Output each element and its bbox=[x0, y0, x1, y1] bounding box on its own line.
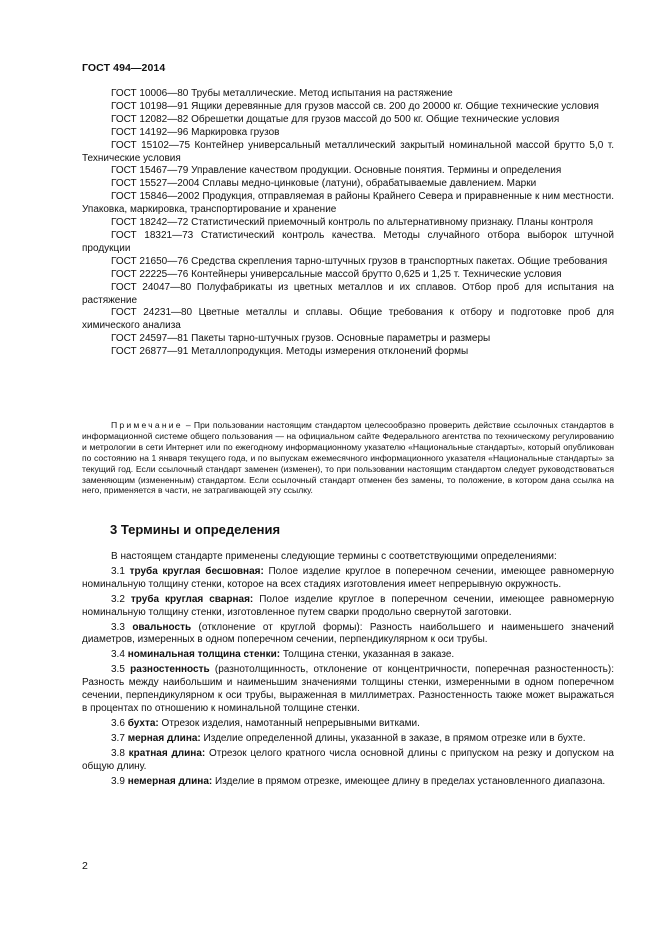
note-text: – При пользовании настоящим стандартом целесообразно проверить действие ссылочных стандартов в информационной системе общего пользования — на официальном сайте Федерального агентства по техническому регулированию и метрологии в сети Интернет или по ежегодному информационному указателю «Национальные стандарты», который опубликован по состоянию на 1 января текущего года, и по выпускам ежемесячного информационного указателя «Национальные стандарты» за текущий год. Если ссылочный стандарт заменен (изменен), то при пользовании настоящим стандартом следует руководствоваться заменяющим (измененным) стандартом. Если ссылочный стандарт отменен без замены, то положение, в котором дана ссылка на него, применяется в части, не затрагивающей эту ссылку. bbox=[82, 420, 614, 496]
term-definition: Отрезок целого кратного числа основной длины с припуском на резку и допуском на общую длину. bbox=[82, 747, 614, 772]
ref-item: ГОСТ 14192—96 Маркировка грузов bbox=[111, 126, 280, 138]
ref-item: ГОСТ 15467—79 Управление качеством продукции. Основные понятия. Термины и определения bbox=[111, 165, 562, 177]
term-name: овальность bbox=[132, 621, 192, 633]
term-definition: Полое изделие круглое в поперечном сечении, имеющее равномерную номинальную толщину стенки, изготовленное путем сварки продольно свернутой заготовки. bbox=[82, 593, 614, 618]
term-name: разностенность bbox=[130, 664, 210, 676]
ref-item: ГОСТ 15846—2002 Продукция, отправляемая в районы Крайнего Севера и приравненные к ним местности. Упаковка, маркировка, транспортирование и хранение bbox=[82, 191, 614, 216]
normative-references-list bbox=[82, 88, 614, 359]
term-name: немерная длина: bbox=[127, 775, 213, 787]
term-item bbox=[82, 776, 614, 789]
term-name: бухта: bbox=[127, 717, 159, 729]
document-header: ГОСТ 494—2014 bbox=[82, 62, 166, 74]
ref-item: ГОСТ 18242—72 Статистический приемочный контроль по альтернативному признаку. Планы контроля bbox=[111, 217, 594, 229]
term-number: 3.8 bbox=[111, 747, 125, 759]
term-number: 3.7 bbox=[111, 732, 125, 744]
term-definition: Изделие в прямом отрезке, имеющее длину в пределах установленного диапазона. bbox=[212, 775, 606, 787]
term-item bbox=[82, 718, 614, 731]
term-definition: Изделие определенной длины, указанной в заказе, в прямом отрезке или в бухте. bbox=[200, 732, 586, 744]
note-label: Примечание bbox=[111, 420, 183, 430]
term-item bbox=[82, 622, 614, 648]
ref-item: ГОСТ 10198—91 Ящики деревянные для грузов массой св. 200 до 20000 кг. Общие технические условия bbox=[111, 100, 599, 112]
term-name: номинальная толщина стенки: bbox=[127, 649, 281, 661]
term-number: 3.3 bbox=[111, 621, 125, 633]
ref-item: ГОСТ 18321—73 Статистический контроль качества. Методы случайного отбора выборок штучной продукции bbox=[82, 229, 614, 254]
term-item bbox=[82, 649, 614, 662]
ref-item: ГОСТ 21650—76 Средства скрепления тарно-штучных грузов в транспортных пакетах. Общие требования bbox=[111, 255, 608, 267]
term-number: 3.1 bbox=[111, 565, 125, 577]
ref-item: ГОСТ 10006—80 Трубы металлические. Метод испытания на растяжение bbox=[111, 88, 453, 99]
term-item bbox=[82, 664, 614, 716]
terms-intro: В настоящем стандарте применены следующие термины с соответствующими определениями: bbox=[111, 551, 557, 562]
term-number: 3.9 bbox=[111, 775, 125, 787]
page-number: 2 bbox=[82, 860, 88, 872]
term-item bbox=[82, 733, 614, 746]
term-definition: (отклонение от круглой формы): Разность наибольшего и наименьшего значений диаметров, измеренных в одном поперечном сечении, перпендикулярном к оси трубы. bbox=[82, 621, 614, 646]
term-item bbox=[82, 594, 614, 620]
term-name: мерная длина: bbox=[127, 732, 201, 744]
ref-item: ГОСТ 22225—76 Контейнеры универсальные массой брутто 0,625 и 1,25 т. Технические условия bbox=[111, 268, 562, 280]
term-definition: Полое изделие круглое в поперечном сечении, имеющее равномерную номинальную толщину стенки, которое на всех стадиях изготовления имеет непрерывную окружность. bbox=[82, 565, 615, 590]
ref-item: ГОСТ 15102—75 Контейнер универсальный металлический закрытый номинальной массой брутто 5,0 т. Технические условия bbox=[82, 139, 614, 164]
ref-item: ГОСТ 12082—82 Обрешетки дощатые для грузов массой до 500 кг. Общие технические условия bbox=[111, 113, 560, 125]
term-definition: (разнотолщинность, отклонение от концентричности, поперечная разностенность): Разность между наибольшим и наименьшим значениями толщины стенки, измеренными в одном поперечном сечении, перпендикулярном к оси трубы, выраженная в миллиметрах. Разностенность также может выражаться в процентах по отношению к номинальной толщине стенки. bbox=[82, 664, 615, 714]
note-paragraph bbox=[82, 420, 614, 496]
term-item bbox=[82, 566, 614, 592]
term-number: 3.2 bbox=[111, 593, 125, 605]
term-number: 3.6 bbox=[111, 717, 125, 729]
term-name: труба круглая сварная: bbox=[130, 593, 254, 605]
ref-item: ГОСТ 24597—81 Пакеты тарно-штучных грузов. Основные параметры и размеры bbox=[111, 333, 491, 345]
term-name: труба круглая бесшовная: bbox=[129, 565, 264, 577]
term-definition: Отрезок изделия, намотанный непрерывными витками. bbox=[158, 717, 420, 729]
terms-list bbox=[82, 551, 614, 790]
ref-item: ГОСТ 15527—2004 Сплавы медно-цинковые (латуни), обрабатываемые давлением. Марки bbox=[111, 178, 537, 190]
section-title: 3 Термины и определения bbox=[110, 522, 281, 537]
term-item bbox=[82, 748, 614, 774]
ref-item: ГОСТ 24231—80 Цветные металлы и сплавы. Общие требования к отбору и подготовке проб для химического анализа bbox=[82, 307, 614, 332]
ref-item: ГОСТ 24047—80 Полуфабрикаты из цветных металлов и их сплавов. Отбор проб для испытания на растяжение bbox=[82, 281, 614, 306]
ref-item: ГОСТ 26877—91 Металлопродукция. Методы измерения отклонений формы bbox=[111, 346, 469, 358]
term-name: кратная длина: bbox=[128, 747, 206, 759]
term-number: 3.5 bbox=[111, 664, 125, 676]
term-number: 3.4 bbox=[111, 649, 125, 661]
term-definition: Толщина стенки, указанная в заказе. bbox=[280, 649, 455, 661]
